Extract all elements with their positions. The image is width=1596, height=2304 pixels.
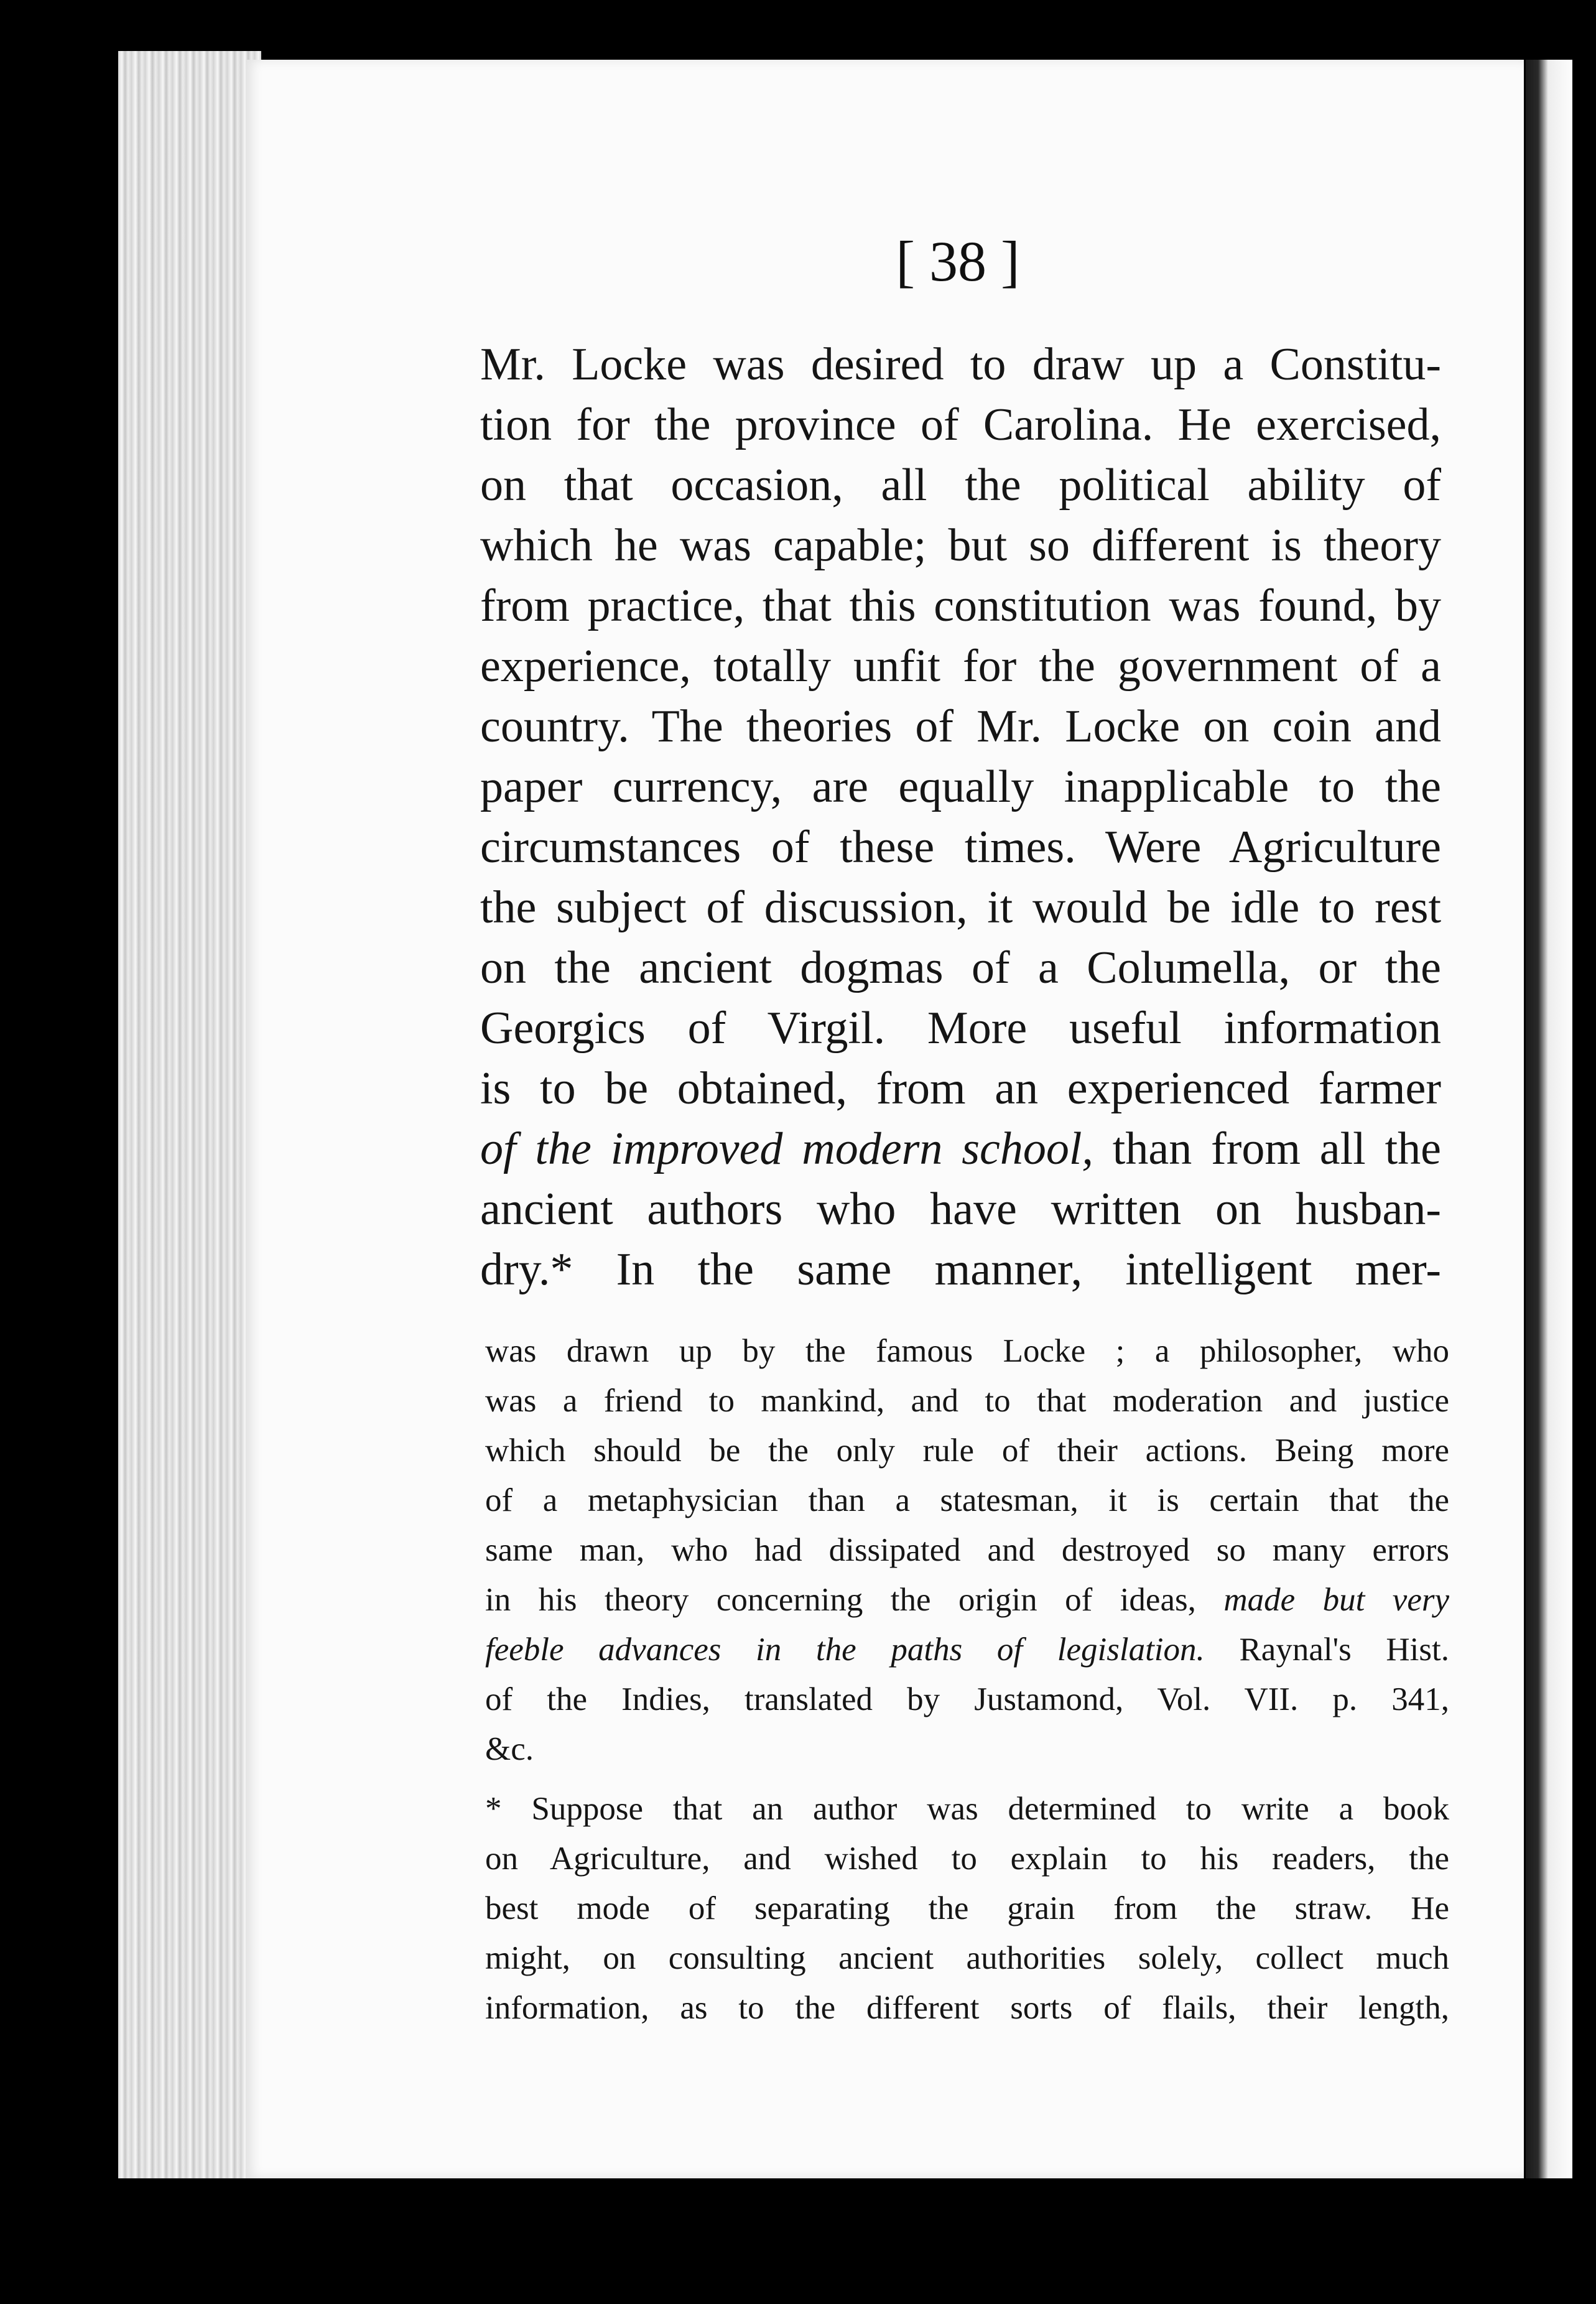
footnote-line-mixed (485, 1625, 1449, 1675)
footnote-line: of the Indies, translated by Justamond, Vol. VII. p. 341, (485, 1681, 1449, 1717)
main-line: Georgics of Virgil. More useful information (480, 1003, 1441, 1054)
footnote-line: &c. (485, 1731, 534, 1767)
footnote-line: might, on consulting ancient authorities solely, collect much (485, 1940, 1449, 1976)
footnote-2 (485, 1784, 1449, 2033)
main-line: from practice, that this constitution was found, by (480, 580, 1441, 631)
footnote-line: was a friend to mankind, and to that moderation and justice (485, 1383, 1449, 1419)
main-line: dry.* In the same manner, intelligent mer- (480, 1244, 1441, 1295)
footnote-line: which should be the only rule of their actions. Being more (485, 1433, 1449, 1469)
page-stack-edge (118, 51, 261, 2188)
line-rest: than from all the (1093, 1123, 1441, 1174)
main-line-mixed (480, 1119, 1441, 1179)
footnote-line: was drawn up by the famous Locke ; a philosopher, who (485, 1333, 1449, 1369)
footnotes (485, 1326, 1449, 2033)
main-line: tion for the province of Carolina. He exercised, (480, 399, 1441, 450)
main-line: on the ancient dogmas of a Columella, or the (480, 942, 1441, 993)
main-line: the subject of discussion, it would be idle to rest (480, 882, 1441, 933)
footnote-line: * Suppose that an author was determined to write a book (485, 1791, 1449, 1827)
footnote-line: on Agriculture, and wished to explain to his readers, the (485, 1841, 1449, 1877)
footnote-line: information, as to the different sorts of flails, their length, (485, 1990, 1449, 2026)
italic-phrase: made but very (1223, 1582, 1449, 1618)
facing-page-edge (1526, 60, 1572, 2218)
main-line: is to be obtained, from an experienced farmer (480, 1063, 1441, 1114)
scan-background (0, 2178, 1596, 2304)
main-line: country. The theories of Mr. Locke on coin and (480, 701, 1441, 752)
main-line: ancient authors who have written on husban- (480, 1184, 1441, 1235)
footnote-line: same man, who had dissipated and destroyed so many errors (485, 1532, 1449, 1568)
italic-phrase: feeble advances in the paths of legislation. (485, 1632, 1205, 1668)
page-number: [ 38 ] (896, 230, 1020, 293)
line-start: in his theory concerning the origin of ideas, (485, 1582, 1224, 1618)
main-line: on that occasion, all the political ability of (480, 460, 1441, 511)
footnote-1 (485, 1326, 1449, 1774)
main-line: circumstances of these times. Were Agriculture (480, 822, 1441, 873)
footnote-line: best mode of separating the grain from the straw. He (485, 1890, 1449, 1926)
line-rest: Raynal's Hist. (1204, 1632, 1450, 1668)
footnote-line-mixed (485, 1575, 1449, 1625)
italic-phrase: of the improved modern school, (480, 1123, 1093, 1174)
main-text-block (480, 335, 1441, 1300)
main-line: which he was capable; but so different is theory (480, 520, 1441, 571)
main-line: paper currency, are equally inapplicable to the (480, 761, 1441, 812)
main-line: Mr. Locke was desired to draw up a Constitu- (480, 339, 1441, 390)
main-line: experience, totally unfit for the government of a (480, 641, 1441, 692)
footnote-line: of a metaphysician than a statesman, it is certain that the (485, 1482, 1449, 1518)
